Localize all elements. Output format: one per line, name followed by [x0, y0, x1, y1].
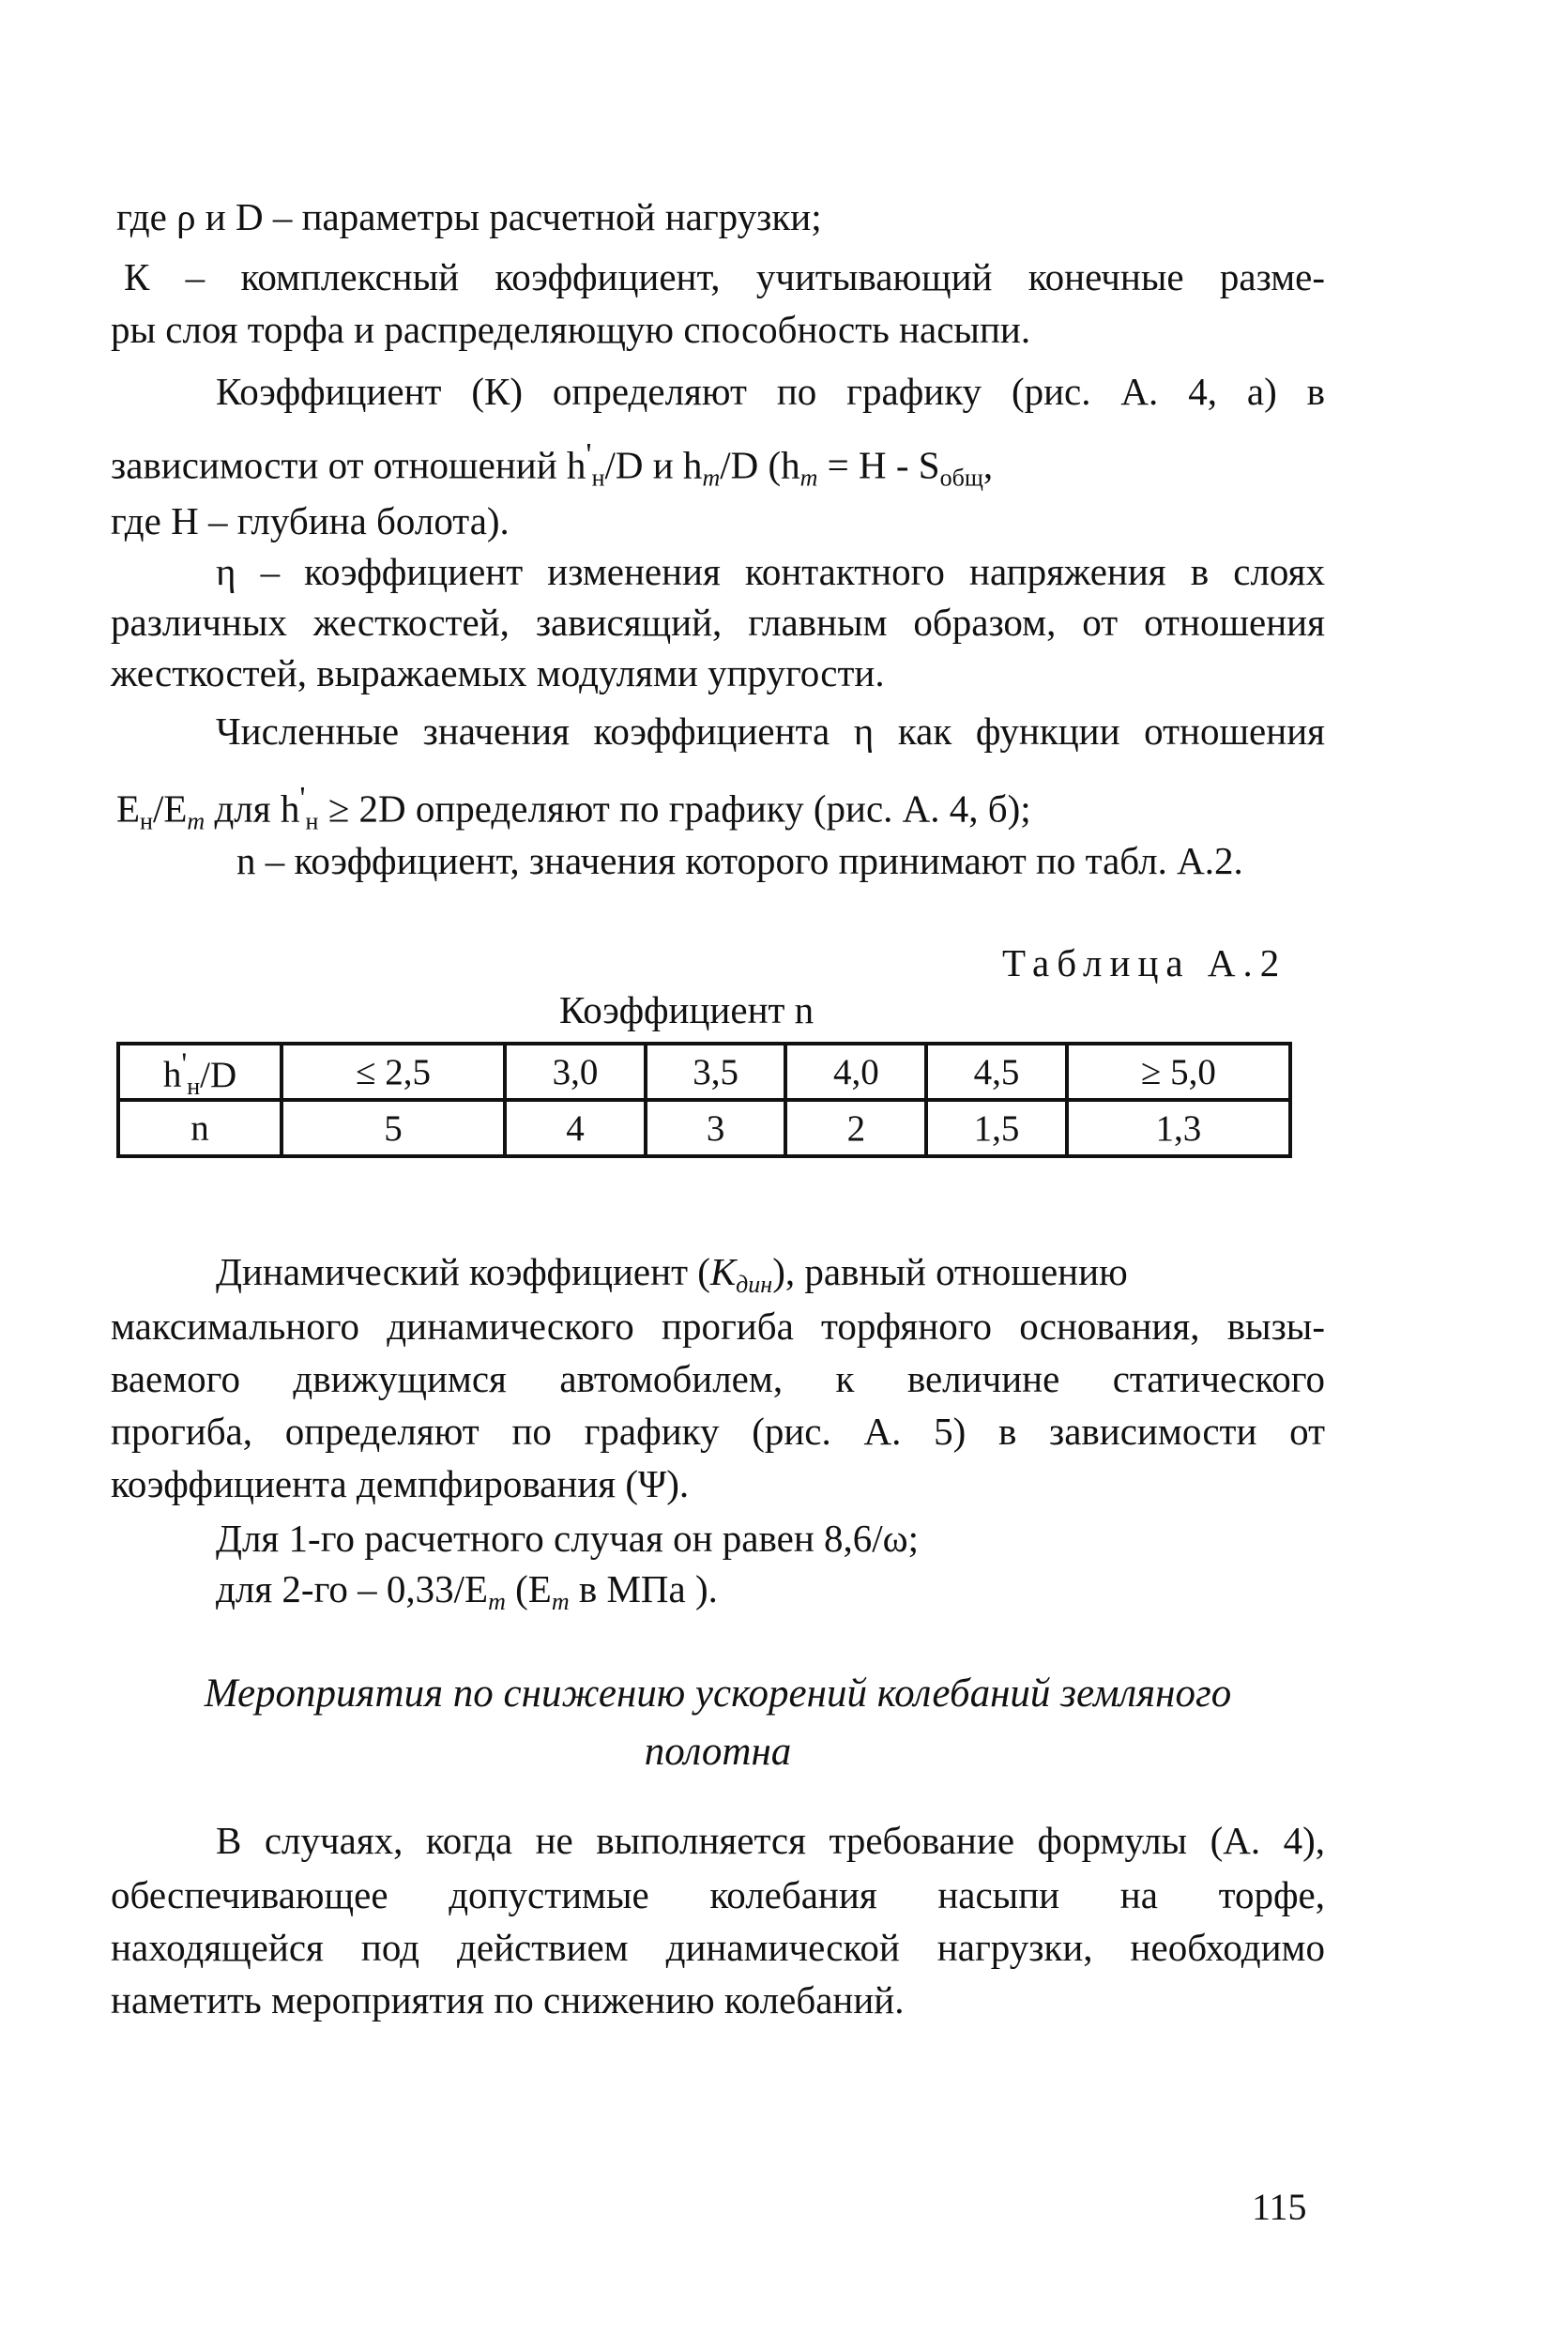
subscript: н — [140, 807, 153, 835]
prime-mark: ' — [586, 437, 592, 472]
table-cell: 5 — [282, 1100, 505, 1156]
prime-mark: ' — [299, 781, 306, 816]
text-line: В случаях, когда не выполняется требование формулы (А. 4), — [216, 1819, 1325, 1862]
text-fragment: Динамический коэффициент $(К_{дин})$, равный отношению — [216, 1250, 1128, 1298]
text-fragment: = Н - S — [817, 443, 940, 487]
formula-line — [216, 1248, 1325, 1298]
section-heading — [113, 1665, 1323, 1781]
table-header-cell: n — [118, 1100, 282, 1156]
subscript: т — [799, 464, 818, 492]
text-line: наметить мероприятия по снижению колебаний. — [111, 1978, 905, 2022]
formula-line — [116, 775, 1031, 835]
subscript: т — [187, 807, 206, 835]
formula-line — [111, 432, 994, 492]
text-line: Численные значения коэффициента η как функции отношения — [216, 710, 1325, 753]
text-fragment: (Е — [505, 1567, 552, 1610]
text-line: различных жесткостей, зависящий, главным образом, от отношения — [111, 601, 1325, 644]
table-cell: 2 — [785, 1100, 926, 1156]
text-line: К – комплексный коэффициент, учитывающий конечные разме- — [124, 255, 1325, 298]
table-cell: 1,5 — [926, 1100, 1067, 1156]
table-cell: 3,5 — [646, 1044, 786, 1100]
table-cell: 4,5 — [926, 1044, 1067, 1100]
subscript: т — [488, 1588, 506, 1615]
table-cell: 1,3 — [1067, 1100, 1290, 1156]
text-line: находящейся под действием динамической нагрузки, необходимо — [111, 1926, 1325, 1969]
text-line: η – коэффициент изменения контактного напряжения в слоях — [216, 550, 1325, 593]
table-caption: Таблица А.2 — [1002, 941, 1287, 984]
text-line: обеспечивающее допустимые колебания насыпи на торфе, — [111, 1873, 1325, 1916]
table-cell: ≤ 2,5 — [282, 1044, 505, 1100]
table-header-cell: $h'_н/D$ — [118, 1044, 282, 1100]
text-line: коэффициента демпфирования (Ψ). — [111, 1462, 690, 1505]
table-cell: 4,0 — [785, 1044, 926, 1100]
table-cell: 3 — [646, 1100, 786, 1156]
text-line: жесткостей, выражаемых модулями упругости. — [111, 651, 885, 694]
text-line: где Н – глубина болота). — [111, 499, 510, 542]
page-number: 115 — [1252, 2186, 1307, 2228]
table-title: Коэффициент n — [559, 988, 814, 1031]
heading-line: полотна — [644, 1730, 792, 1774]
text-line: ры слоя торфа и распределяющую способность насыпи. — [111, 308, 1031, 351]
text-line: Коэффициент (К) определяют по графику (рис. А. 4, а) в — [216, 370, 1325, 413]
text-line: максимального динамического прогиба торфяного основания, вызы- — [111, 1305, 1325, 1348]
subscript: т — [702, 464, 721, 492]
text-fragment: в МПа ). — [569, 1567, 718, 1610]
text-fragment: зависимости от отношений h — [111, 443, 586, 487]
subscript: общ — [939, 464, 983, 492]
table-cell: 4 — [505, 1100, 646, 1156]
subscript: н — [305, 807, 319, 835]
text-line: ваемого движущимся автомобилем, к величине статического — [111, 1357, 1325, 1400]
text-fragment: ≥ 2D определяют по графику (рис. А. 4, б); — [318, 786, 1031, 831]
heading-line: Мероприятия по снижению ускорений колебаний земляного — [204, 1671, 1232, 1716]
text-fragment: /Е — [152, 786, 188, 831]
subscript: т — [551, 1588, 570, 1615]
text-fragment: для 2-го – 0,33/Е — [216, 1567, 489, 1610]
text-fragment: для h — [205, 786, 300, 831]
text-fragment: /D (h — [720, 443, 800, 487]
table-cell: 3,0 — [505, 1044, 646, 1100]
text-line: n – коэффициент, значения которого принимают по табл. А.2. — [236, 839, 1243, 882]
subscript: н — [591, 464, 605, 492]
text-line: Для 1-го расчетного случая он равен 8,6/ω; — [216, 1517, 920, 1560]
coefficient-table — [116, 1042, 1292, 1158]
text-fragment: Е — [116, 786, 141, 831]
table-row — [118, 1100, 1290, 1156]
text-line: прогиба, определяют по графику (рис. А. 5) в зависимости от — [111, 1410, 1325, 1453]
text-fragment: , — [982, 443, 994, 487]
table-row — [118, 1044, 1290, 1100]
table-cell: ≥ 5,0 — [1067, 1044, 1290, 1100]
text-fragment: /D и h — [604, 443, 703, 487]
formula-line — [216, 1565, 718, 1615]
text-line: где ρ и D – параметры расчетной нагрузки; — [116, 195, 822, 238]
